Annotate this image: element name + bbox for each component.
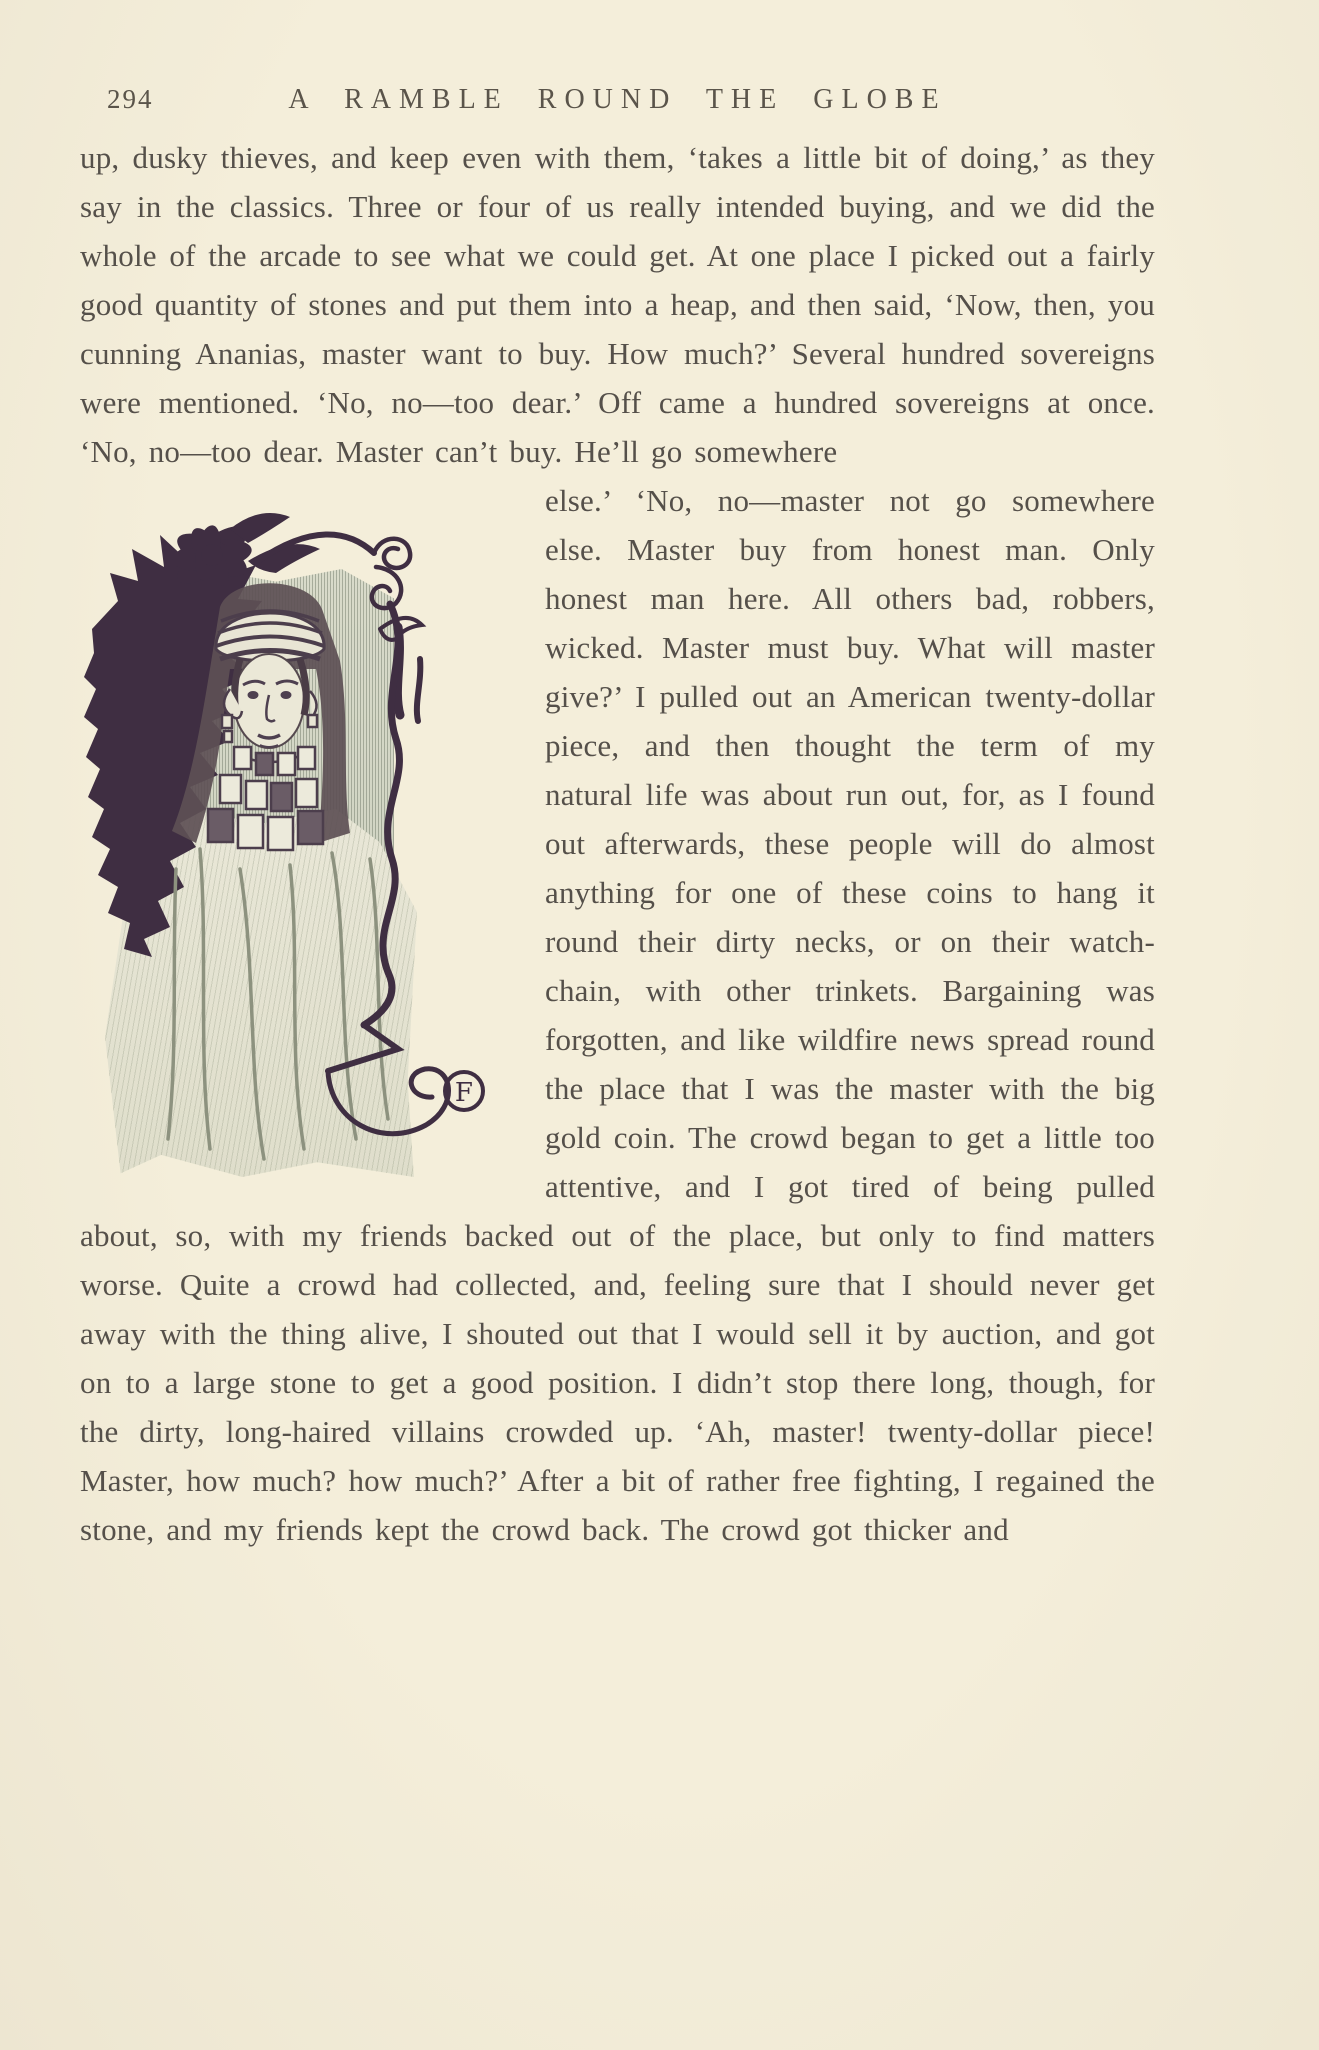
artist-monogram: F	[454, 1078, 474, 1108]
running-title: A RAMBLE ROUND THE GLOBE	[288, 84, 947, 115]
paragraph-top: up, dusky thieves, and keep even with them, ‘takes a little bit of doing,’ as they say in the classics. Three or four of us really intended buying, and we did the whole of the arcade to see what we could get. At one place I picked out a fairly good quantity of stones and put them into a heap, and then said, ‘Now, then, you cunning Ananias, master want to buy. How much?’ Several hundred sovereigns were mentioned. ‘No, no—too dear.’ Off came a hundred sovereigns at once. ‘No, no—too dear. Master can’t buy. He’ll go somewhere	[80, 140, 1155, 469]
vine-tail	[328, 604, 483, 1134]
page-header	[80, 0, 1155, 124]
robe-folds	[168, 849, 388, 1159]
engraving-linework	[80, 509, 520, 1179]
page-number: 294	[107, 84, 154, 114]
text-column	[80, 133, 1155, 1554]
paragraph-wrap: else.’ ‘No, no—master not go somewhere else. Master buy from honest man. Only honest man here. All others bad, robbers, wicked. Master must buy. What will master give?’ I pulled out an American twenty-dollar piece, and then thought the term of my natural life was about run out, for, as I found out afterwards, these people will do almost anything for one of these coins to hang it round their dirty necks, or on their watch-chain, with other trinkets. Bargaining was forgotten, and like wildfire news spread round the place that I was	[545, 483, 1155, 1106]
paragraph-bottom: the master with the big gold coin. The crowd began to get a little too attentive, and I got tired of being pulled about, so, with my friends backed out of the place, but only to find matters worse. Quite a crowd had collected, and, feeling sure that I should never get away with the thing alive, I shouted out that I would sell it by auction, and got on to a large stone to get a good position. I didn’t stop there long, though, for the dirty, long-haired villains crowded up. ‘Ah, master! twenty-dollar piece! Master, how much? how much?’ After a bit of rather free fighting, I regained the stone, and my friends kept the crowd back. The crowd got thicker and	[80, 1071, 1156, 1547]
woman-portrait-illustration	[80, 509, 520, 1179]
necklaces	[208, 747, 323, 850]
paragraph-with-illustration	[80, 476, 1155, 1554]
